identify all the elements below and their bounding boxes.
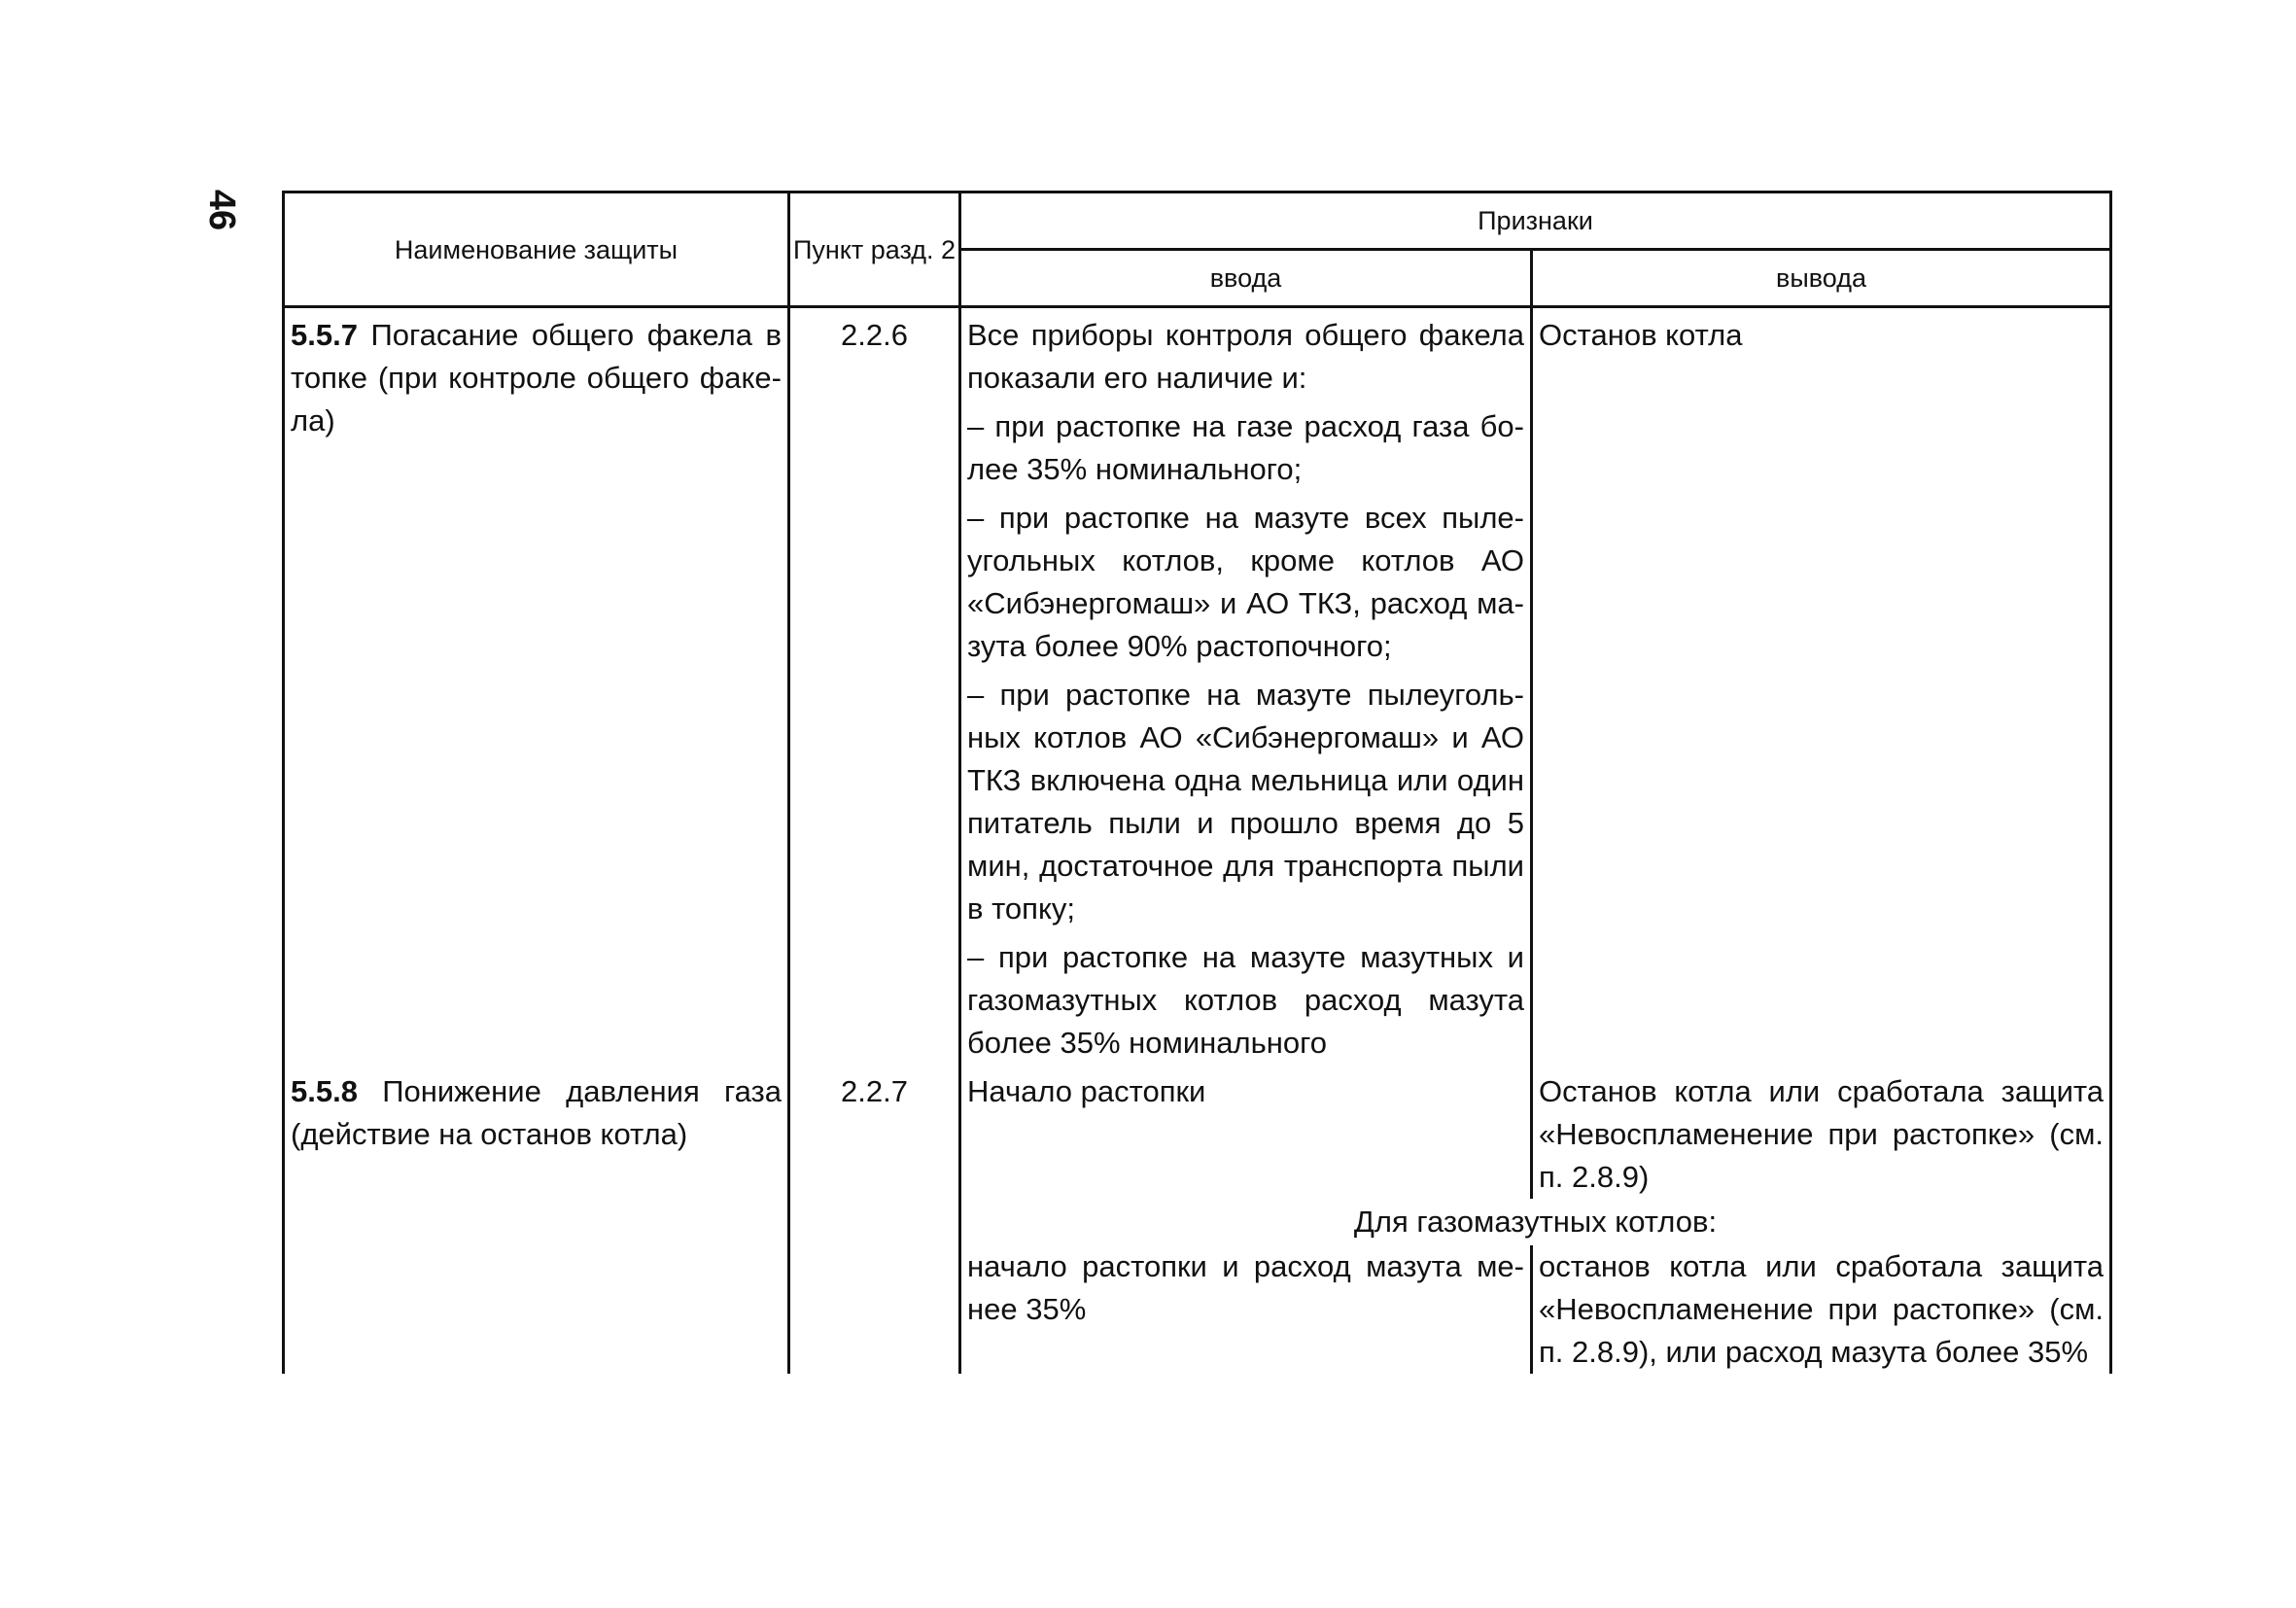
entry-cell: начало растопки и расход мазута ме-нее 35% <box>960 1245 1532 1374</box>
clause-cell: 2.2.7 <box>789 1065 960 1374</box>
entry-paragraph: – при растопке на мазуте всех пыле-угольных котлов, кроме котлов АО «Сибэнергомаш» и АО ТКЗ, расход ма-зута более 90% растопочного; <box>967 501 1524 663</box>
protection-name-cell <box>284 307 789 1066</box>
exit-cell: останов котла или сработала защита «Невоспламенение при растопке» (см. п. 2.8.9), или расход мазута более 35% <box>1532 1245 2111 1374</box>
exit-cell: Останов котла <box>1532 307 2111 1066</box>
protection-name: Понижение давления газа (действие на останов котла) <box>291 1074 782 1151</box>
protection-signs-table <box>282 191 2112 1374</box>
item-id: 5.5.8 <box>291 1074 358 1108</box>
header-signs: Признаки <box>960 192 2111 250</box>
entry-paragraph: – при растопке на мазуте мазутных и газомазутных котлов расход мазута более 35% номинального <box>967 940 1524 1060</box>
table-row <box>284 1065 2111 1199</box>
exit-cell: Останов котла или сработала защита «Невоспламенение при растопке» (см. п. 2.8.9) <box>1532 1065 2111 1199</box>
item-id: 5.5.7 <box>291 318 358 352</box>
header-exit: вывода <box>1532 250 2111 307</box>
page-number: 46 <box>201 189 242 231</box>
table-row <box>284 307 2111 1066</box>
entry-cell: Начало растопки <box>960 1065 1532 1199</box>
entry-paragraph: Все приборы контроля общего факела показали его наличие и: <box>967 318 1524 395</box>
entry-cell <box>960 307 1532 1066</box>
subheading-cell: Для газомазутных котлов: <box>960 1199 2111 1245</box>
protection-name: Погасание общего факела в топке (при контроле общего факе-ла) <box>291 318 782 437</box>
entry-paragraph: – при растопке на мазуте пылеуголь-ных котлов АО «Сибэнергомаш» и АО ТКЗ включена одна мельница или один питатель пыли и прошло время до 5 мин, достаточное для транспорта пыли в топку; <box>967 678 1524 926</box>
entry-paragraph: – при растопке на газе расход газа бо-лее 35% номинального; <box>967 409 1524 486</box>
header-entry: ввода <box>960 250 1532 307</box>
header-protection-name: Наименование защиты <box>284 192 789 307</box>
clause-cell: 2.2.6 <box>789 307 960 1066</box>
header-clause: Пункт разд. 2 <box>789 192 960 307</box>
protection-name-cell <box>284 1065 789 1374</box>
